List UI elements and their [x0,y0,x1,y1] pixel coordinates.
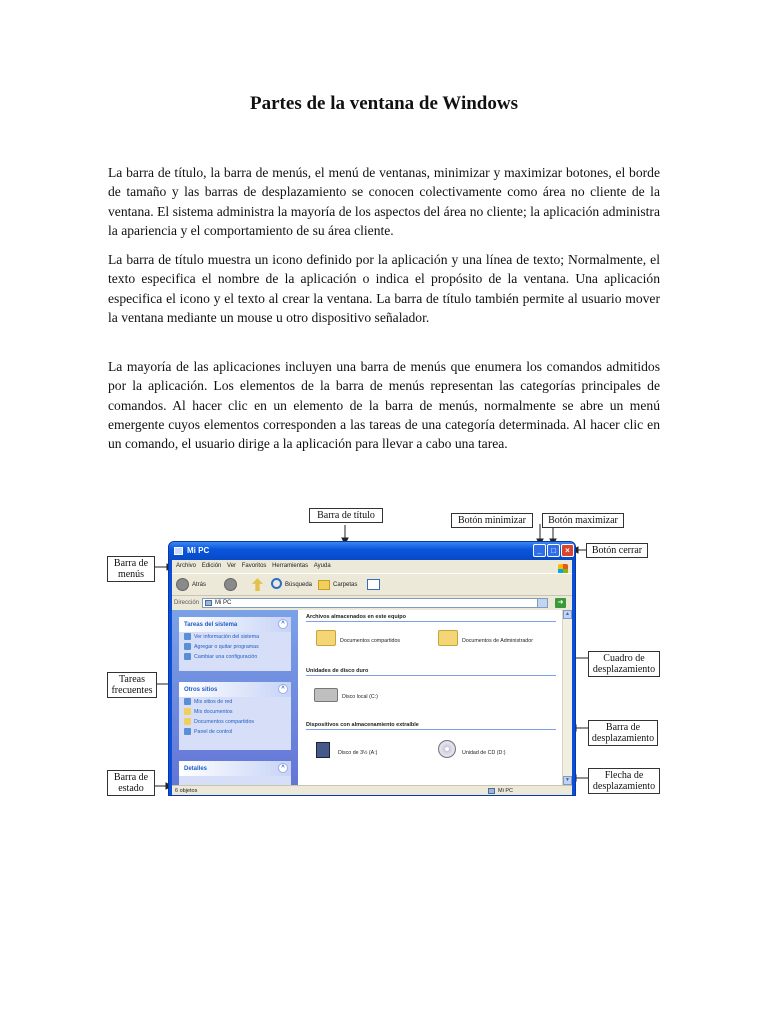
details-panel [179,761,291,785]
address-label: Dirección [174,600,200,606]
address-value: Mi PC [215,600,232,606]
place-link[interactable]: Mis documentos [179,707,291,717]
local-disk-label[interactable]: Disco local (C:) [342,694,378,700]
folder-icon[interactable] [438,630,458,646]
search-button[interactable]: Búsqueda [285,582,313,588]
go-arrow-icon[interactable]: ➜ [555,598,566,608]
paragraph-3: La mayoría de las aplicaciones incluyen una barra de menús que enumera los comandos admitidos por la aplicación. Los elementos de la barra de menús representan las categorías principales de comandos. Al hacer clic en un elemento de la barra de menús, normalmente se abre un menú emergente cuyos elementos corresponden a las tareas de una categoría determinada. Al hacer clic en un comando, el usuario dirige a la aplicación para llevar a cabo una tarea. [108,359,660,452]
chevron-down-icon[interactable] [537,599,547,607]
computer-icon [205,600,212,606]
task-link[interactable]: Cambiar una configuración [179,652,291,662]
scroll-down-arrow-icon[interactable]: ▼ [563,776,572,785]
paragraph-1: La barra de título, la barra de menús, el menú de ventanas, minimizar y maximizar botones, el borde de tamaño y las barras de desplazamiento se conocen colectivamente como área no cliente de la ventana. El sistema administra la mayoría de los aspectos del área no cliente; la aplicación administra la apariencia y el comportamiento de su área cliente. [108,165,660,238]
window-title: Mi PC [187,546,210,555]
page-title: Partes de la ventana de Windows [250,93,518,114]
callout-scroll-bar: Barra de desplazamiento [588,720,658,746]
system-tasks-panel [179,617,291,671]
other-places-title: Otros sitios [184,687,218,693]
network-icon [184,698,191,705]
collapse-chevron-icon[interactable]: ^ [278,684,288,694]
toolbar [172,573,572,596]
expand-chevron-icon[interactable]: ^ [278,763,288,773]
folder-icon [184,708,191,715]
callout-title-bar: Barra de título [309,508,383,523]
cd-drive-icon[interactable] [438,740,456,758]
place-link[interactable]: Mis sitios de red [179,697,291,707]
up-folder-icon[interactable] [252,578,263,591]
folder-icon[interactable] [316,630,336,646]
computer-icon [174,547,183,555]
details-title: Detalles [184,766,208,772]
callout-status-bar: Barra de estado [107,770,155,796]
floppy-icon[interactable] [316,742,330,758]
shared-docs-label[interactable]: Documentos compartidos [340,638,401,644]
callout-menu-bar: Barra de menús [107,556,155,582]
system-tasks-title: Tareas del sistema [184,622,238,628]
content-pane [298,610,562,785]
hard-disk-icon[interactable] [314,688,338,702]
cd-label[interactable]: Unidad de CD (D:) [462,750,506,756]
views-icon[interactable] [367,579,380,590]
status-bar [172,785,572,796]
callout-frequent-tasks: Tareas frecuentes [107,672,157,698]
address-input[interactable] [202,598,548,608]
scroll-up-arrow-icon[interactable]: ▲ [563,610,572,619]
place-link[interactable]: Panel de control [179,727,291,737]
section-header: Dispositivos con almacenamiento extraíble [306,722,556,730]
address-bar [172,595,572,611]
admin-docs-label[interactable]: Documentos de Administrador [462,638,533,644]
status-objects: 6 objetos [175,788,198,794]
window-diagram [0,500,768,810]
task-link[interactable]: Agregar o quitar programas [179,642,291,652]
callout-scroll-box: Cuadro de desplazamiento [588,651,660,677]
collapse-chevron-icon[interactable]: ^ [278,619,288,629]
info-icon [184,633,191,640]
back-arrow-icon[interactable] [176,578,189,591]
menu-item-favoritos[interactable]: Favoritos [241,563,267,569]
minimize-button[interactable]: _ [533,544,546,557]
forward-arrow-icon[interactable] [224,578,237,591]
search-icon[interactable] [271,578,282,589]
menu-item-herramientas[interactable]: Herramientas [272,563,309,569]
section-header: Unidades de disco duro [306,668,556,676]
callout-maximize: Botón maximizar [542,513,624,528]
status-location: Mi PC [498,788,513,794]
folder-icon [184,718,191,725]
menu-item-archivo[interactable]: Archivo [176,563,197,569]
computer-icon [488,788,495,794]
xp-window [168,541,576,796]
place-link[interactable]: Documentos compartidos [179,717,291,727]
callout-scroll-arrow: Flecha de desplazamiento [588,768,660,794]
callout-minimize: Botón minimizar [451,513,533,528]
task-pane [172,610,298,785]
menu-item-ver[interactable]: Ver [227,563,237,569]
settings-icon [184,653,191,660]
other-places-panel [179,682,291,750]
floppy-label[interactable]: Disco de 3½ (A:) [338,750,378,756]
maximize-button[interactable]: □ [547,544,560,557]
control-panel-icon [184,728,191,735]
folders-button[interactable]: Carpetas [333,582,358,588]
menu-bar [172,560,572,573]
section-header: Archivos almacenados en este equipo [306,614,556,622]
folders-icon[interactable] [318,580,330,590]
close-button[interactable]: × [561,544,574,557]
window-body [172,610,572,785]
window-title-bar[interactable] [169,542,575,560]
programs-icon [184,643,191,650]
menu-item-ayuda[interactable]: Ayuda [313,563,331,569]
task-link[interactable]: Ver información del sistema [179,632,291,642]
menu-item-edicion[interactable]: Edición [201,563,222,569]
paragraph-2: La barra de título muestra un icono definido por la aplicación y una línea de texto; Normalmente, el texto especifica el nombre de la aplicación o indica el propósito de la ventana. Una aplicación especifica el icono y el texto al crear la ventana. La barra de título también permite al usuario mover la ventana mediante un mouse u otro dispositivo señalador. [108,252,660,325]
callout-close: Botón cerrar [586,543,648,558]
back-label[interactable]: Atrás [192,582,207,588]
vertical-scrollbar[interactable] [562,610,572,785]
